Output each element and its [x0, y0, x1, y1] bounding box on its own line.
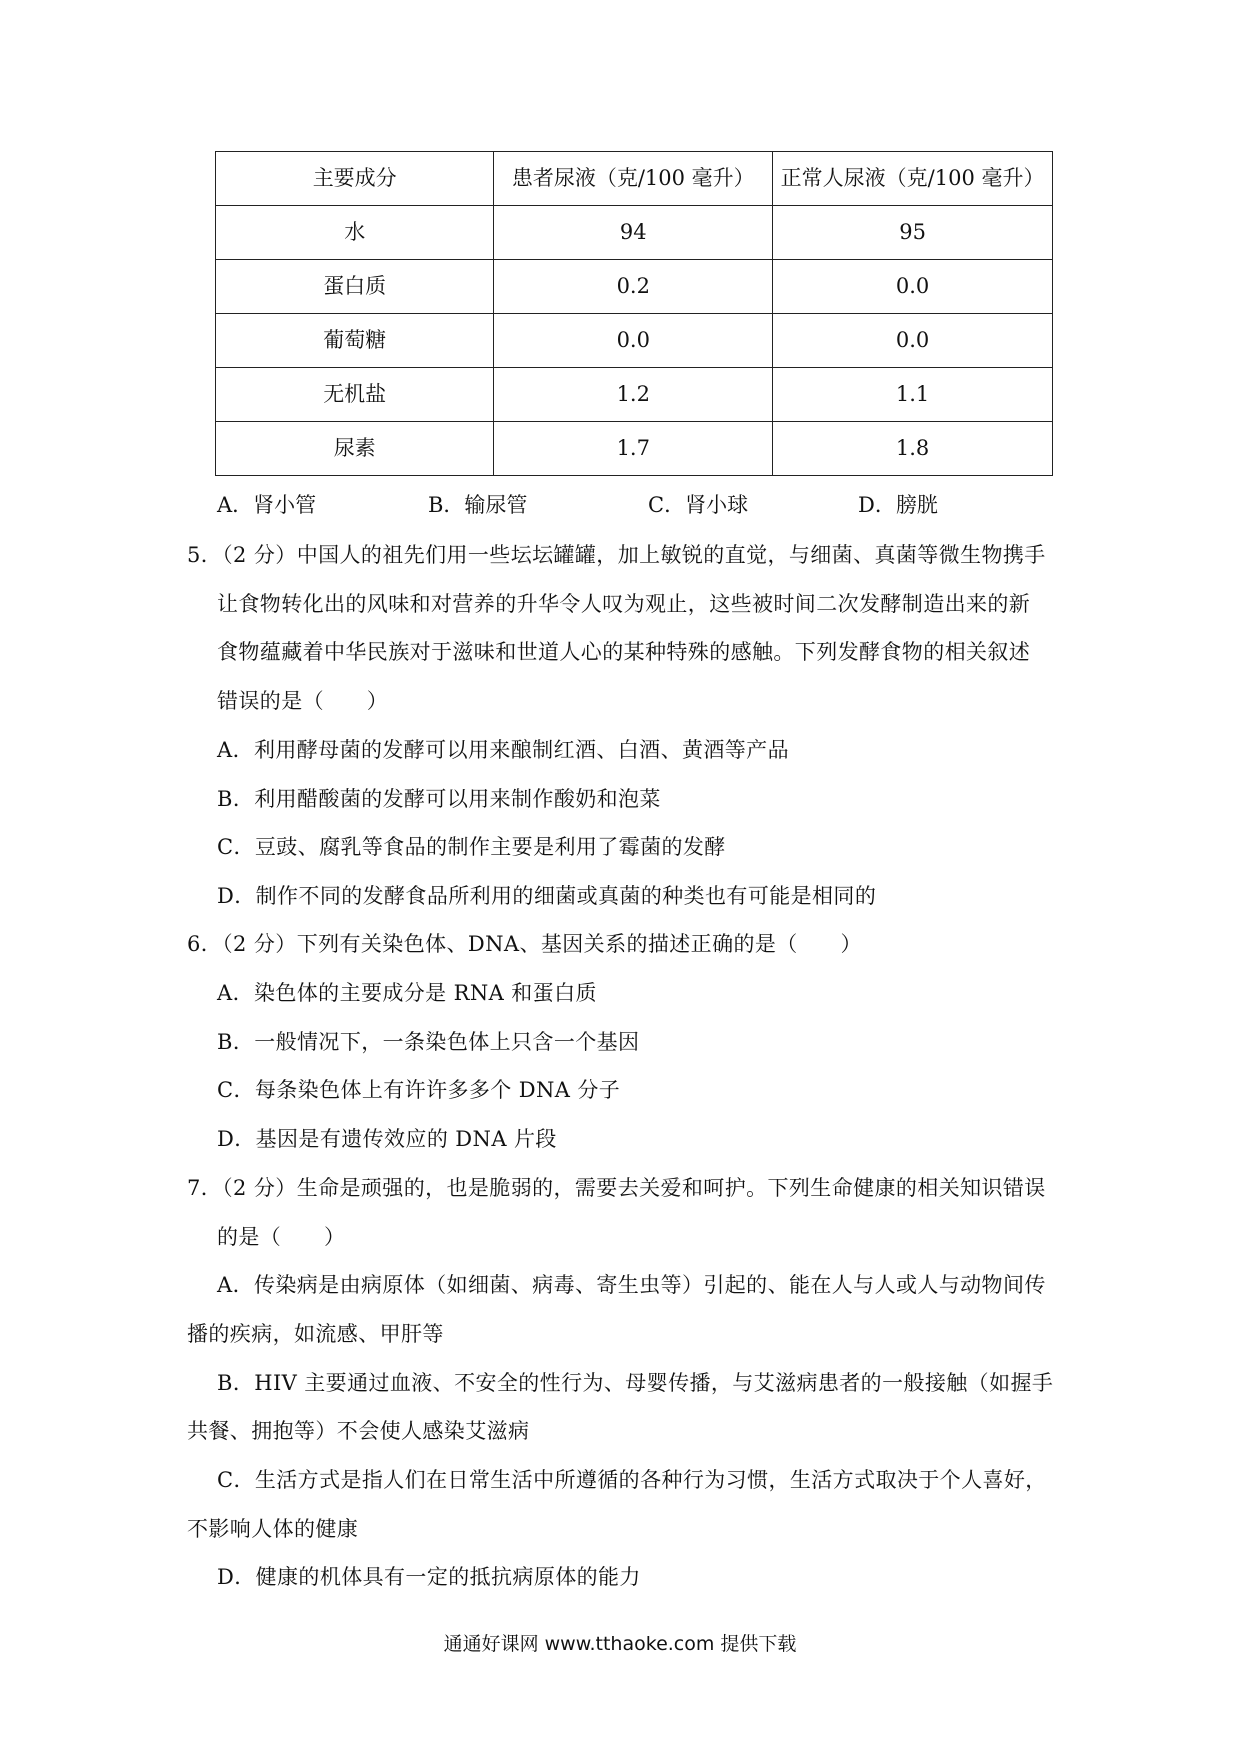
table-cell: 葡萄糖	[216, 314, 494, 368]
q7-option-b-cont: 共餐、拥抱等）不会使人感染艾滋病	[187, 1419, 530, 1443]
table-cell: 0.2	[494, 260, 773, 314]
q7-option-d: D．健康的机体具有一定的抵抗病原体的能力	[217, 1565, 641, 1589]
table-row	[216, 368, 1053, 422]
q6-stem-line: 6．（2 分）下列有关染色体、DNA、基因关系的描述正确的是（ ）	[187, 932, 862, 956]
table-cell: 94	[494, 206, 773, 260]
table-row	[216, 206, 1053, 260]
table-cell: 95	[773, 206, 1053, 260]
q6-option-d: D．基因是有遗传效应的 DNA 片段	[217, 1127, 557, 1151]
table-cell: 0.0	[773, 314, 1053, 368]
table-cell: 1.8	[773, 422, 1053, 476]
q7-stem-line: 7．（2 分）生命是顽强的，也是脆弱的，需要去关爱和呵护。下列生命健康的相关知识错误	[187, 1176, 1046, 1200]
q7-option-b: B．HIV 主要通过血液、不安全的性行为、母婴传播，与艾滋病患者的一般接触（如握手	[217, 1371, 1054, 1395]
q5-stem-line: 错误的是（ ）	[217, 689, 389, 713]
table-row	[216, 314, 1053, 368]
q6-option-a: A．染色体的主要成分是 RNA 和蛋白质	[217, 981, 597, 1005]
q7-option-a-cont: 播的疾病，如流感、甲肝等	[187, 1322, 444, 1346]
table-header-row	[216, 152, 1053, 206]
q5-stem-line: 食物蕴藏着中华民族对于滋味和世道人心的某种特殊的感触。下列发酵食物的相关叙述	[217, 640, 1031, 664]
table-cell: 1.2	[494, 368, 773, 422]
table-cell: 1.7	[494, 422, 773, 476]
q7-stem-line: 的是（ ）	[217, 1225, 346, 1249]
q7-option-a: A．传染病是由病原体（如细菌、病毒、寄生虫等）引起的、能在人与人或人与动物间传	[217, 1273, 1046, 1297]
q5-stem-line: 让食物转化出的风味和对营养的升华令人叹为观止，这些被时间二次发酵制造出来的新	[217, 592, 1031, 616]
table-cell: 0.0	[773, 260, 1053, 314]
table-cell: 1.1	[773, 368, 1053, 422]
page-footer: 通通好课网 www.tthaoke.com 提供下载	[443, 1633, 797, 1655]
q5-stem-line: 5．（2 分）中国人的祖先们用一些坛坛罐罐，加上敏锐的直觉，与细菌、真菌等微生物携手	[187, 543, 1046, 567]
table-row	[216, 422, 1053, 476]
q6-option-c: C．每条染色体上有许许多多个 DNA 分子	[217, 1078, 621, 1102]
q5-option-c: C．豆豉、腐乳等食品的制作主要是利用了霉菌的发酵	[217, 835, 726, 859]
table-cell: 尿素	[216, 422, 494, 476]
q4-option-b: B．输尿管	[428, 493, 528, 517]
table-cell: 无机盐	[216, 368, 494, 422]
q4-option-c: C．肾小球	[648, 493, 749, 517]
q7-option-c: C．生活方式是指人们在日常生活中所遵循的各种行为习惯，生活方式取决于个人喜好，	[217, 1468, 1047, 1492]
q4-option-d: D．膀胱	[858, 493, 938, 517]
q5-option-b: B．利用醋酸菌的发酵可以用来制作酸奶和泡菜	[217, 787, 661, 811]
table-cell: 蛋白质	[216, 260, 494, 314]
urine-composition-table	[215, 151, 1053, 476]
table-cell: 水	[216, 206, 494, 260]
q4-option-a: A．肾小管	[217, 493, 317, 517]
q7-option-c-cont: 不影响人体的健康	[187, 1517, 359, 1541]
table-header-cell: 主要成分	[216, 152, 494, 206]
q5-option-a: A．利用酵母菌的发酵可以用来酿制红酒、白酒、黄酒等产品	[217, 738, 789, 762]
q6-option-b: B．一般情况下，一条染色体上只含一个基因	[217, 1030, 640, 1054]
q5-option-d: D．制作不同的发酵食品所利用的细菌或真菌的种类也有可能是相同的	[217, 884, 877, 908]
table-header-cell: 患者尿液（克/100 毫升）	[494, 152, 773, 206]
table-row	[216, 260, 1053, 314]
table-cell: 0.0	[494, 314, 773, 368]
table-header-cell: 正常人尿液（克/100 毫升）	[773, 152, 1053, 206]
